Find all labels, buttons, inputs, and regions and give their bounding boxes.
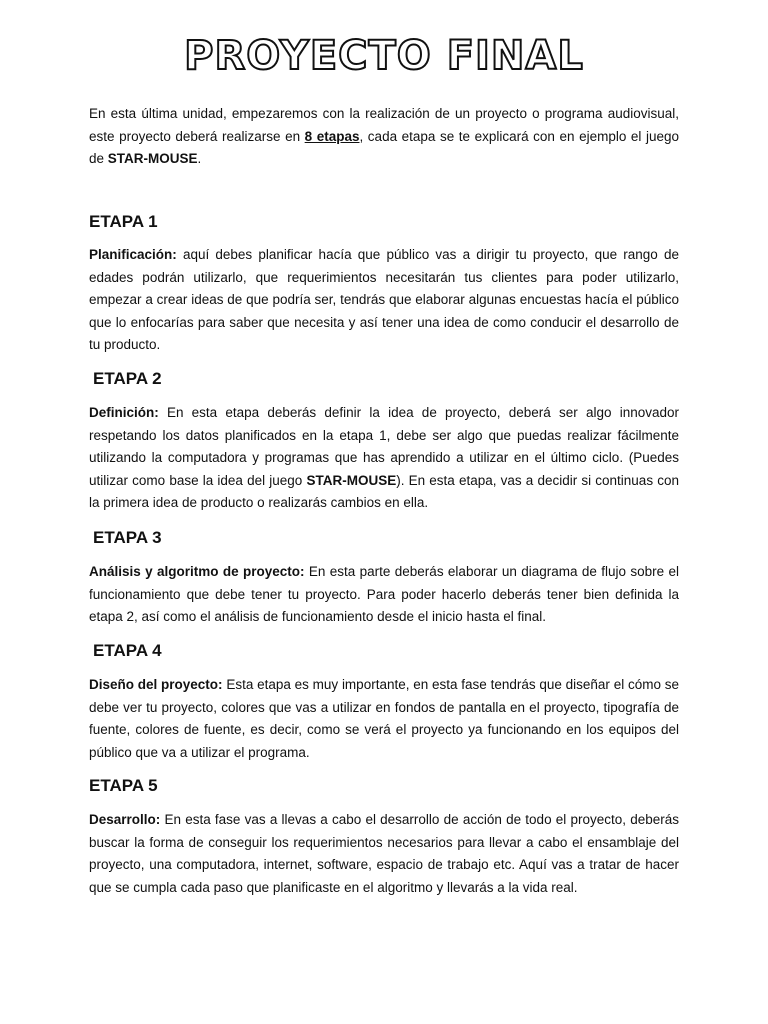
stage-4-label: Diseño del proyecto: bbox=[89, 677, 223, 692]
intro-paragraph bbox=[89, 103, 679, 171]
stage-5-heading: ETAPA 5 bbox=[89, 776, 158, 795]
stage-4-paragraph bbox=[89, 674, 679, 764]
stage-2-label: Definición: bbox=[89, 405, 159, 420]
stage-2-paragraph bbox=[89, 402, 679, 515]
intro-game-name: STAR-MOUSE bbox=[107, 151, 198, 166]
stage-5-label: Desarrollo: bbox=[89, 812, 161, 827]
intro-text-2: , cada etapa se te explicará con en ejemplo el juego de bbox=[89, 128, 679, 166]
stage-2-game-name: STAR-MOUSE bbox=[306, 472, 397, 488]
stage-3-label: Análisis y algoritmo de proyecto: bbox=[89, 564, 305, 579]
stage-4-text: Esta etapa es muy importante, en esta fase tendrás que diseñar el cómo se debe ver tu proyecto, colores que vas a utilizar en fondos de pantalla en el proyecto, tipografía de fuente, colores de fuente, es decir, como se verá el proyecto ya funcionando en los equipos del público que va a utilizar el programa. bbox=[89, 677, 679, 760]
stage-3-text: En esta parte deberás elaborar un diagrama de flujo sobre el funcionamiento que debe tener tu proyecto. Para poder hacerlo deberás tener bien definida la etapa 2, así como el análisis de funcionamiento desde el inicio hasta el final. bbox=[89, 564, 680, 624]
page-title: PROYECTO FINAL bbox=[184, 33, 584, 79]
stage-1-text: aquí debes planificar hacía que público vas a dirigir tu proyecto, que rango de edades podrán utilizarlo, que requerimientos necesitarán tus clientes para poder utilizarlo, empezar a crear ideas de que podría ser, tendrás que elaborar algunas encuestas hacía el público que lo enfocarías para saber que necesita y así tener una idea de como conducir el desarrollo de tu producto. bbox=[89, 247, 679, 352]
stage-2-text-after: ). En esta etapa, vas a decidir si continuas con la primera idea de producto o realizarás cambios en ella. bbox=[89, 472, 679, 510]
stage-5-paragraph bbox=[89, 809, 679, 899]
stage-5-text: En esta fase vas a llevas a cabo el desarrollo de acción de todo el proyecto, deberás buscar la forma de conseguir los requerimientos necesarios para llevar a cabo el ensamblaje del proyecto, una computadora, internet, software, espacio de trabajo etc. Aquí vas a tratar de hacer que se cumpla cada paso que planificaste en el algoritmo y llevarás a la vida real. bbox=[89, 812, 679, 895]
stage-2-text: En esta etapa deberás definir la idea de proyecto, deberá ser algo innovador respetando los datos planificados en la etapa 1, debe ser algo que puedas realizar fácilmente utilizando la computadora y programas que has aprendido a utilizar en el último ciclo. (Puedes utilizar como base la idea del juego bbox=[89, 405, 679, 488]
stage-1-heading: ETAPA 1 bbox=[89, 212, 158, 231]
stage-1-paragraph bbox=[89, 244, 679, 357]
intro-text-1: En esta última unidad, empezaremos con la realización de un proyecto o programa audiovisual, este proyecto deberá realizarse en bbox=[89, 106, 679, 144]
stage-2-heading: ETAPA 2 bbox=[93, 369, 162, 388]
stage-3-paragraph bbox=[89, 561, 679, 629]
intro-etapas-count: 8 etapas bbox=[304, 128, 360, 144]
intro-text-end: . bbox=[197, 151, 202, 166]
stage-1-label: Planificación: bbox=[89, 247, 177, 262]
stage-4-heading: ETAPA 4 bbox=[93, 641, 162, 660]
stage-3-heading: ETAPA 3 bbox=[93, 528, 162, 547]
